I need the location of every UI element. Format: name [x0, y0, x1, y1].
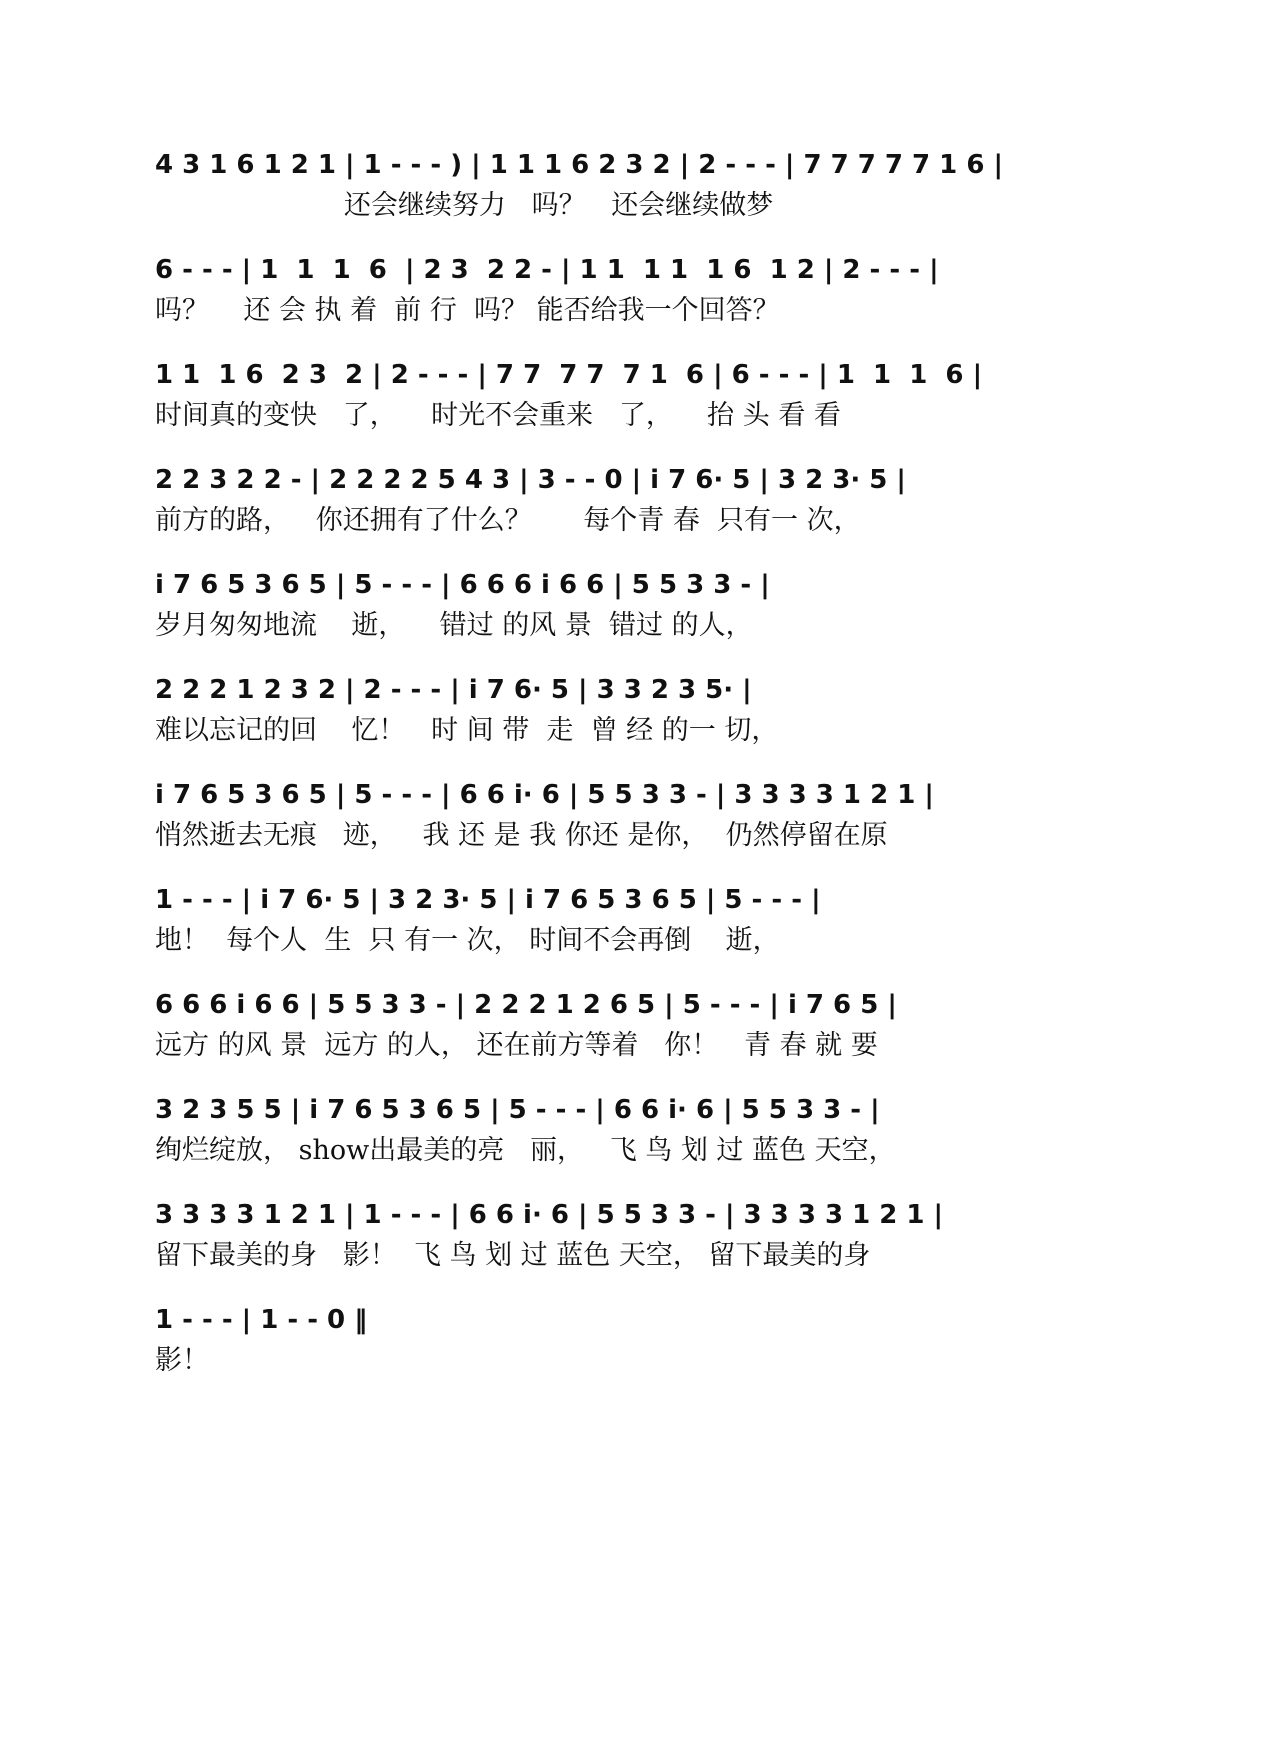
notation-line: 2 2 2 1 2 3 2 | 2 - - - | i 7 6· 5 | 3 3 2 3 5· | [155, 675, 752, 705]
system-1 [155, 140, 1135, 250]
notation-line: 2 2 3 2 2 - | 2 2 2 2 5 4 3 | 3 - - 0 | i 7 6· 5 | 3 2 3· 5 | [155, 465, 906, 495]
lyric-line: 地！ 每个人 生 只 有一 次， 时间不会再倒 逝， [155, 925, 780, 956]
notation-line: 3 3 3 3 1 2 1 | 1 - - - | 6 6 i· 6 | 5 5 3 3 - | 3 3 3 3 1 2 1 | [155, 1200, 944, 1230]
lyric-line: 时间真的变快 了， 时光不会重来 了， 抬 头 看 看 [155, 400, 841, 431]
system-6 [155, 665, 1135, 775]
system-9 [155, 980, 1135, 1090]
notation-line: 1 1 1 6 2 3 2 | 2 - - - | 7 7 7 7 7 1 6 | 6 - - - | 1 1 1 6 | [155, 360, 983, 390]
system-10 [155, 1085, 1135, 1195]
system-7 [155, 770, 1135, 880]
notation-line: i 7 6 5 3 6 5 | 5 - - - | 6 6 i· 6 | 5 5 3 3 - | 3 3 3 3 1 2 1 | [155, 780, 934, 810]
system-8 [155, 875, 1135, 985]
lyric-line: 吗？ 还 会 执 着 前 行 吗？ 能否给我一个回答？ [155, 295, 780, 326]
system-4 [155, 455, 1135, 565]
lyric-line: 悄然逝去无痕 迹， 我 还 是 我 你还 是你， 仍然停留在原 [155, 820, 888, 851]
lyric-line: 影！ [155, 1345, 209, 1376]
notation-line: 1 - - - | 1 - - 0 ‖ [155, 1305, 368, 1335]
lyric-line: 绚烂绽放， show出最美的亮 丽， 飞 鸟 划 过 蓝色 天空， [155, 1135, 896, 1166]
lyric-line: 难以忘记的回 忆！ 时 间 带 走 曾 经 的一 切， [155, 715, 779, 746]
lyric-line: 前方的路， 你还拥有了什么？ 每个青 春 只有一 次， [155, 505, 861, 536]
system-3 [155, 350, 1135, 460]
lyric-line: 留下最美的身 影！ 飞 鸟 划 过 蓝色 天空， 留下最美的身 [155, 1240, 871, 1271]
system-2 [155, 245, 1135, 355]
notation-line: 4 3 1 6 1 2 1 | 1 - - - ) | 1 1 1 6 2 3 2 | 2 - - - | 7 7 7 7 7 1 6 | [155, 150, 1003, 180]
notation-line: 1 - - - | i 7 6· 5 | 3 2 3· 5 | i 7 6 5 3 6 5 | 5 - - - | [155, 885, 821, 915]
notation-line: i 7 6 5 3 6 5 | 5 - - - | 6 6 6 i 6 6 | 5 5 3 3 - | [155, 570, 770, 600]
notation-line: 6 6 6 i 6 6 | 5 5 3 3 - | 2 2 2 1 2 6 5 | 5 - - - | i 7 6 5 | [155, 990, 897, 1020]
lyric-line: 岁月匆匆地流 逝， 错过 的风 景 错过 的人， [155, 610, 753, 641]
system-5 [155, 560, 1135, 670]
lyric-line: 远方 的风 景 远方 的人， 还在前方等着 你！ 青 春 就 要 [155, 1030, 878, 1061]
lyric-line: 还会继续努力 吗？ 还会继续做梦 [155, 190, 774, 221]
notation-line: 6 - - - | 1 1 1 6 | 2 3 2 2 - | 1 1 1 1 1 6 1 2 | 2 - - - | [155, 255, 939, 285]
notation-line: 3 2 3 5 5 | i 7 6 5 3 6 5 | 5 - - - | 6 6 i· 6 | 5 5 3 3 - | [155, 1095, 880, 1125]
system-11 [155, 1190, 1135, 1300]
system-12 [155, 1295, 1135, 1405]
